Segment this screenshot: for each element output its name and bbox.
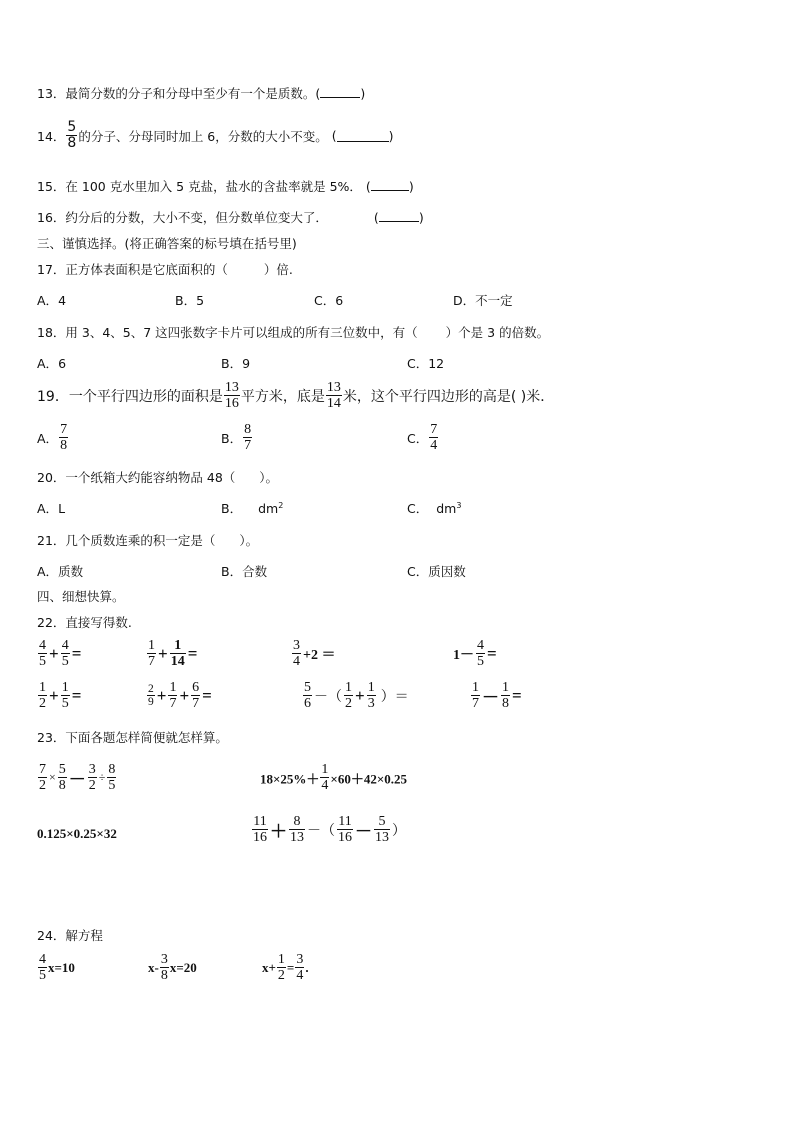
question-16: 16．约分后的分数，大小不变，但分数单位变大了． ( ) xyxy=(37,210,424,225)
option-b[interactable]: B．合数 xyxy=(221,564,268,579)
equation: x- $\frac{3}{8}$ x=20 xyxy=(148,952,197,984)
fraction: $\frac{7}{8}$ xyxy=(60,422,68,454)
answer-blank[interactable] xyxy=(337,129,389,142)
fraction: $\frac{7}{4}$ xyxy=(430,422,438,454)
question-text: 几个质数连乘的积一定是（ xyxy=(65,533,216,548)
option-a[interactable]: A．质数 xyxy=(37,564,84,579)
question-number: 16． xyxy=(37,210,66,225)
question-text: 直接写得数. xyxy=(65,615,132,630)
option-c[interactable]: C．6 xyxy=(314,293,344,308)
question-number: 22． xyxy=(37,615,66,630)
question-text: 用 3、4、5、7 这四张数字卡片可以组成的所有三位数中，有（ xyxy=(65,325,418,340)
expression: $\frac{2}{9}$ + $\frac{1}{7}$ + $\frac{6}{7}$ = xyxy=(148,680,212,712)
question-15: 15．在 100 克水里加入 5 克盐，盐水的含盐率就是 5%． ( ) xyxy=(37,179,414,194)
question-13: 13．最简分数的分子和分母中至少有一个是质数。( ) xyxy=(37,86,366,101)
option-c[interactable]: C．质因数 xyxy=(407,564,466,579)
question-text: 一个纸箱大约能容纳物品 48（ xyxy=(65,470,236,485)
equation: $\frac{4}{5}$ x=10 xyxy=(39,952,75,984)
expression: 18×25%＋ $\frac{1}{4}$ ×60＋42×0.25 xyxy=(260,762,407,794)
expression: $\frac{7}{2}$ × $\frac{5}{8}$ － $\frac{3}{2}$ ÷ $\frac{8}{5}$ xyxy=(39,762,116,794)
question-number: 20． xyxy=(37,470,66,485)
fraction: $\frac{8}{7}$ xyxy=(244,422,252,454)
section-heading: 四、细想快算。 xyxy=(37,589,125,604)
option-d[interactable]: D．不一定 xyxy=(453,293,513,308)
question-text: 解方程 xyxy=(65,928,103,943)
equation: x+ $\frac{1}{2}$ = $\frac{3}{4}$ . xyxy=(262,952,309,984)
option-a[interactable]: A．6 xyxy=(37,356,67,371)
expression: $\frac{11}{16}$ ＋ $\frac{8}{13}$ －（ $\frac{11}{16}$ － $\frac{5}{13}$ ） xyxy=(253,814,406,846)
question-text: 在 100 克水里加入 5 克盐，盐水的含盐率就是 5%． xyxy=(65,179,362,194)
expression: $\frac{5}{6}$ －（ $\frac{1}{2}$ + $\frac{1}{3}$ ）＝ xyxy=(304,680,409,712)
question-18: 18．用 3、4、5、7 这四张数字卡片可以组成的所有三位数中，有（ ）个是 3 的倍数。 xyxy=(37,325,550,340)
question-14: 14． $\frac{5}{8}$ 的分子、分母同时加上 6，分数的大小不变。 ( ) xyxy=(37,119,394,152)
question-text: 最简分数的分子和分母中至少有一个是质数。 xyxy=(65,86,316,101)
question-number: 13． xyxy=(37,86,66,101)
fraction: $\frac{13}{16}$ xyxy=(224,380,239,412)
question-number: 14． xyxy=(37,128,66,144)
expression: $\frac{1}{7}$ － $\frac{1}{8}$ = xyxy=(472,680,522,712)
option-a[interactable]: A．L xyxy=(37,501,66,516)
question-text: 正方体表面积是它底面积的（ xyxy=(65,262,228,277)
answer-blank[interactable] xyxy=(320,85,360,98)
option-a[interactable]: A．4 xyxy=(37,293,67,308)
answer-blank[interactable] xyxy=(379,209,419,222)
expression: $\frac{1}{7}$ + $\frac{1}{14}$ = xyxy=(148,638,198,670)
option-c[interactable]: C． $\frac{7}{4}$ xyxy=(407,422,438,454)
section-heading: 三、谨慎选择。(将正确答案的标号填在括号里) xyxy=(37,236,297,251)
fraction: $\frac{13}{14}$ xyxy=(326,380,341,412)
question-text: 的分子、分母同时加上 6，分数的大小不变。 xyxy=(78,128,328,144)
question-number: 17． xyxy=(37,262,66,277)
question-number: 24． xyxy=(37,928,66,943)
expression: 0.125×0.25×32 xyxy=(37,826,117,841)
question-text: 一个平行四边形的面积是 xyxy=(68,388,223,405)
question-number: 19． xyxy=(37,388,69,405)
expression: $\frac{3}{4}$ +2 ＝ xyxy=(293,638,336,670)
question-20: 20．一个纸箱大约能容纳物品 48（ ）。 xyxy=(37,470,279,485)
question-24 xyxy=(37,926,103,944)
question-21: 21．几个质数连乘的积一定是（ ）。 xyxy=(37,533,259,548)
expression: $\frac{1}{2}$ + $\frac{1}{5}$ = xyxy=(39,680,82,712)
option-b[interactable]: B．9 xyxy=(221,356,251,371)
option-b[interactable]: B．5 xyxy=(175,293,205,308)
option-b[interactable]: B． $dm^2$ xyxy=(221,500,284,516)
option-a[interactable]: A． $\frac{7}{8}$ xyxy=(37,422,68,454)
fraction: $\frac{5}{8}$ xyxy=(67,119,77,152)
answer-blank[interactable] xyxy=(371,178,409,191)
question-19: 19．一个平行四边形的面积是 $\frac{13}{16}$ 平方米，底是 $\frac{13}{14}$ 米，这个平行四边形的高是( )米． xyxy=(37,380,555,412)
question-17: 17．正方体表面积是它底面积的（ ）倍. xyxy=(37,262,293,277)
question-text: 约分后的分数，大小不变，但分数单位变大了． xyxy=(65,210,328,225)
expression: 1－ $\frac{4}{5}$ = xyxy=(453,638,497,670)
option-c[interactable]: C．12 xyxy=(407,356,445,371)
question-22 xyxy=(37,613,132,631)
option-c[interactable]: C． $dm^3$ xyxy=(407,500,462,516)
question-number: 23． xyxy=(37,730,66,745)
question-number: 21． xyxy=(37,533,66,548)
question-number: 15． xyxy=(37,179,66,194)
question-number: 18． xyxy=(37,325,66,340)
expression: $\frac{4}{5}$ + $\frac{4}{5}$ = xyxy=(39,638,82,670)
question-23 xyxy=(37,728,228,746)
option-b[interactable]: B． $\frac{8}{7}$ xyxy=(221,422,252,454)
question-text: 下面各题怎样简便就怎样算。 xyxy=(65,730,228,745)
